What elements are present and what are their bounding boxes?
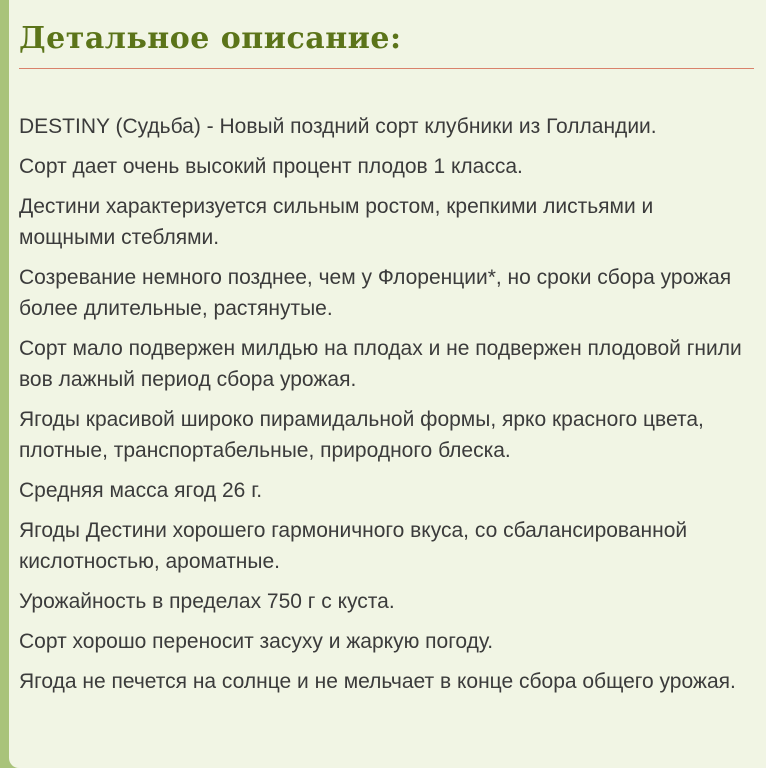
paragraph-growth: Дестини характеризуется сильным ростом, крепкими листьями и мощными стеблями. [19, 195, 654, 249]
description-panel [9, 0, 766, 768]
paragraph-first-class: Сорт дает очень высокий процент плодов 1 класса. [19, 155, 523, 178]
paragraph-variety-intro: DESTINY (Судьба) - Новый поздний сорт клубники из Голландии. [19, 115, 657, 138]
section-title: Детальное описание: [19, 21, 402, 56]
title-divider [19, 68, 754, 69]
paragraph-ripening: Созревание немного позднее, чем у Флоренции*, но сроки сбора урожая более длительные, растянутые. [19, 266, 732, 320]
paragraph-sun: Ягода не печется на солнце и не мельчает в конце сбора общего урожая. [19, 670, 736, 693]
description-content [19, 111, 754, 697]
paragraph-disease: Сорт мало подвержен милдью на плодах и не подвержен плодовой гнили вов лажный период сбора урожая. [19, 337, 742, 391]
paragraph-berry-shape: Ягоды красивой широко пирамидальной формы, ярко красного цвета, плотные, транспортабельные, природного блеска. [19, 408, 704, 462]
paragraph-berry-weight: Средняя масса ягод 26 г. [19, 479, 263, 502]
paragraph-yield: Урожайность в пределах 750 г с куста. [19, 590, 395, 613]
paragraph-drought: Сорт хорошо переносит засуху и жаркую погоду. [19, 630, 494, 653]
paragraph-taste: Ягоды Дестини хорошего гармоничного вкуса, со сбалансированной кислотностью, ароматные. [19, 519, 688, 573]
